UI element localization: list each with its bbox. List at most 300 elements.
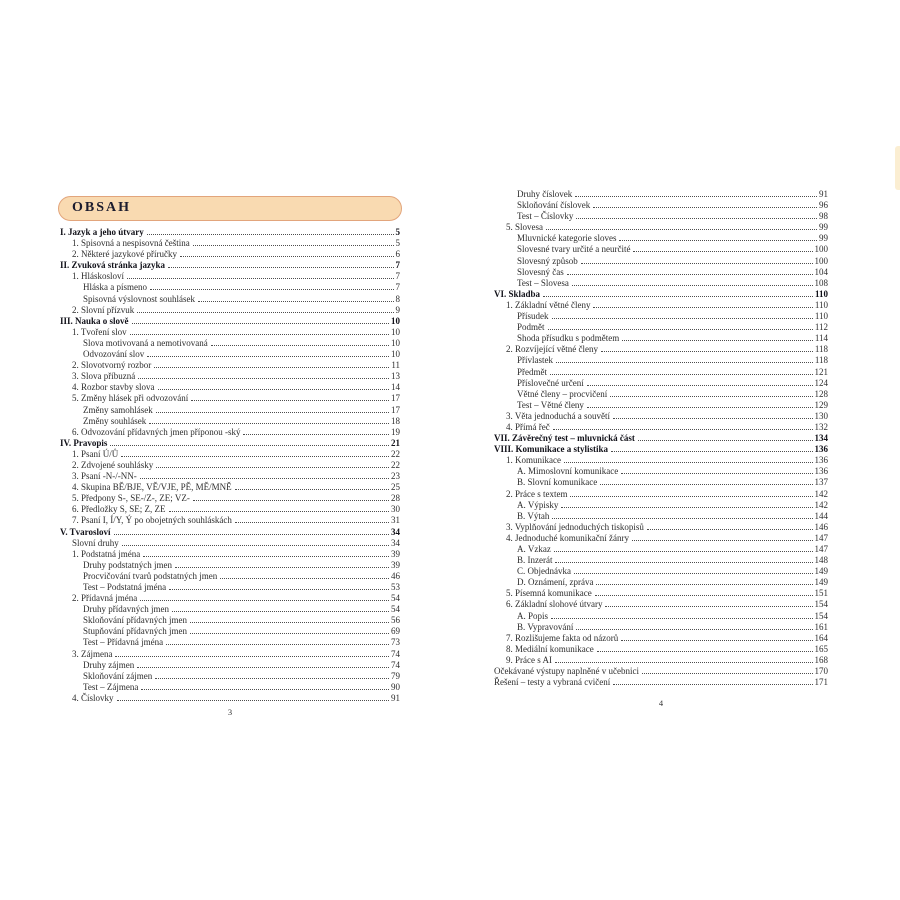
toc-leader-dots [169, 511, 390, 512]
page-number-right: 4 [658, 698, 664, 708]
toc-entry [60, 571, 400, 582]
toc-entry-page: 164 [814, 632, 828, 643]
toc-entry-title: A. Mimoslovní komunikace [517, 466, 619, 477]
toc-entry-page: 132 [814, 421, 828, 432]
toc-entry [494, 333, 828, 344]
toc-entry-page: 170 [814, 666, 828, 677]
toc-entry [60, 527, 400, 538]
toc-entry-title: Větné členy – procvičení [517, 388, 608, 399]
toc-entry-title: 2. Přídavná jména [72, 593, 138, 604]
toc-entry-title: VI. Skladba [494, 288, 541, 299]
toc-entry [60, 316, 400, 327]
toc-leader-dots [155, 678, 389, 679]
toc-entry-title: IV. Pravopis [60, 437, 108, 448]
toc-entry [494, 422, 828, 433]
contents-title: OBSAH [72, 200, 132, 215]
toc-entry-page: 13 [391, 371, 400, 382]
toc-entry-title: 3. Slova příbuzná [72, 371, 136, 382]
toc-leader-dots [243, 434, 389, 435]
toc-entry-title: 1. Tvoření slov [72, 326, 127, 337]
toc-leader-dots [597, 651, 813, 652]
toc-entry-page: 10 [391, 337, 400, 348]
toc-entry-page: 10 [391, 349, 400, 360]
toc-entry-title: Test – Slovesa [517, 277, 569, 288]
toc-entry [494, 222, 828, 233]
toc-leader-dots [132, 323, 389, 324]
toc-leader-dots [550, 374, 813, 375]
toc-entry-title: Test – Větné členy [517, 399, 584, 410]
toc-entry-title: Slovní druhy [72, 537, 119, 548]
toc-entry-title: 4. Číslovky [72, 692, 114, 703]
toc-entry-page: 148 [814, 555, 828, 566]
toc-leader-dots [548, 329, 813, 330]
toc-entry [494, 633, 828, 644]
toc-leader-dots [632, 540, 813, 541]
toc-entry-page: 5 [395, 238, 400, 249]
toc-entry [494, 566, 828, 577]
toc-entry [60, 416, 400, 427]
toc-entry [60, 671, 400, 682]
toc-entry-title: Druhy přídavných jmen [83, 604, 169, 615]
toc-entry-title: 2. Zdvojené souhlásky [72, 459, 154, 470]
toc-entry [494, 433, 828, 444]
toc-leader-dots [190, 633, 389, 634]
toc-entry [494, 677, 828, 688]
toc-leader-dots [570, 496, 812, 497]
toc-entry-page: 69 [391, 626, 400, 637]
toc-entry [60, 327, 400, 338]
toc-entry-title: Očekávané výstupy naplněné v učebnici [494, 666, 639, 677]
toc-entry [494, 500, 828, 511]
toc-entry-page: 54 [391, 604, 400, 615]
toc-entry [60, 349, 400, 360]
toc-leader-dots [166, 644, 389, 645]
toc-entry-page: 96 [819, 200, 828, 211]
toc-entry [60, 460, 400, 471]
toc-leader-dots [600, 484, 812, 485]
toc-leader-dots [642, 673, 813, 674]
toc-leader-dots [613, 418, 812, 419]
toc-entry [494, 489, 828, 500]
toc-leader-dots [553, 429, 813, 430]
toc-entry-title: Procvičování tvarů podstatných jmen [83, 570, 218, 581]
toc-entry-page: 136 [814, 444, 828, 455]
toc-entry-title: Slova motivovaná a nemotivovaná [83, 337, 208, 348]
toc-leader-dots [555, 562, 812, 563]
toc-leader-dots [140, 600, 389, 601]
toc-leader-dots [564, 462, 813, 463]
toc-leader-dots [633, 251, 812, 252]
toc-entry-title: Přísudek [517, 311, 549, 322]
toc-entry-page: 21 [391, 437, 400, 448]
toc-entry-page: 7 [395, 260, 400, 271]
toc-entry-title: C. Objednávka [517, 566, 571, 577]
toc-leader-dots [141, 689, 389, 690]
toc-leader-dots [593, 207, 817, 208]
toc-entry-title: A. Výpisky [517, 499, 559, 510]
toc-entry-title: 2. Slovotvorný rozbor [72, 360, 152, 371]
toc-leader-dots [180, 256, 394, 257]
toc-leader-dots [147, 356, 389, 357]
toc-entry-title: 3. Věta jednoduchá a souvětí [506, 410, 611, 421]
toc-entry-page: 22 [391, 459, 400, 470]
toc-leader-dots [220, 578, 389, 579]
toc-entry [60, 649, 400, 660]
toc-leader-dots [611, 451, 812, 452]
toc-leader-dots [605, 606, 812, 607]
toc-leader-dots [154, 367, 389, 368]
toc-entry [494, 400, 828, 411]
toc-entry-title: B. Inzerát [517, 555, 553, 566]
toc-leader-dots [190, 622, 389, 623]
toc-entry [494, 344, 828, 355]
toc-leader-dots [647, 529, 813, 530]
toc-entry-title: 9. Práce s AI [506, 654, 552, 665]
toc-entry-title: 3. Zájmena [72, 648, 113, 659]
toc-leader-dots [546, 229, 817, 230]
toc-entry [60, 305, 400, 316]
toc-entry-title: VIII. Komunikace a stylistika [494, 444, 609, 455]
toc-leader-dots [638, 440, 813, 441]
toc-entry [60, 493, 400, 504]
toc-entry-page: 149 [814, 566, 828, 577]
toc-entry-page: 5 [395, 227, 400, 237]
toc-entry [494, 367, 828, 378]
toc-entry-page: 91 [819, 189, 828, 199]
toc-entry-title: Slovesné tvary určité a neurčité [517, 244, 631, 255]
toc-entry [494, 522, 828, 533]
toc-entry [60, 504, 400, 515]
toc-entry-title: B. Vypravování [517, 621, 574, 632]
toc-leader-dots [169, 589, 389, 590]
toc-entry-title: Druhy číslovek [517, 189, 573, 199]
toc-leader-dots [235, 522, 389, 523]
toc-entry-page: 112 [814, 322, 828, 333]
page-edge-tab [895, 146, 900, 190]
toc-entry-title: 4. Přímá řeč [506, 421, 550, 432]
toc-entry-title: Shoda přísudku s podmětem [517, 333, 620, 344]
toc-entry-page: 128 [814, 388, 828, 399]
toc-leader-dots [158, 389, 390, 390]
toc-entry-title: 3. Psaní -N-/-NN- [72, 471, 137, 482]
toc-leader-dots [622, 340, 813, 341]
toc-entry [60, 593, 400, 604]
toc-entry [494, 555, 828, 566]
toc-entry-page: 129 [814, 399, 828, 410]
toc-entry-page: 91 [391, 692, 400, 703]
toc-leader-dots [574, 573, 813, 574]
toc-leader-dots [127, 278, 393, 279]
toc-entry-page: 154 [814, 599, 828, 610]
toc-entry-page: 9 [395, 304, 400, 315]
toc-entry [60, 482, 400, 493]
toc-entry-title: 4. Skupina BĚ/BJE, VĚ/VJE, PĚ, MĚ/MNĚ [72, 482, 232, 493]
toc-entry [60, 582, 400, 593]
toc-leader-dots [581, 263, 813, 264]
toc-entry [494, 355, 828, 366]
toc-leader-dots [621, 473, 812, 474]
toc-entry-title: B. Slovní komunikace [517, 477, 598, 488]
toc-entry-page: 118 [814, 344, 828, 355]
toc-entry-title: 7. Psaní I, Í/Y, Ý po obojetných souhláskách [72, 515, 232, 526]
toc-leader-dots [211, 345, 389, 346]
toc-entry-page: 100 [814, 255, 828, 266]
toc-entry-page: 168 [814, 654, 828, 665]
toc-entry-page: 110 [814, 288, 828, 299]
toc-entry [60, 371, 400, 382]
toc-entry [494, 655, 828, 666]
toc-entry-title: Skloňování zájmen [83, 670, 153, 681]
toc-entry-title: 6. Předložky S, SE; Z, ZE [72, 504, 166, 515]
toc-entry-page: 99 [819, 222, 828, 233]
toc-entry-page: 99 [819, 233, 828, 244]
toc-entry-title: 5. Slovesa [506, 222, 543, 233]
toc-entry-title: Přívlastek [517, 355, 553, 366]
toc-entry-title: VII. Závěrečný test – mluvnická část [494, 433, 635, 444]
page-number-left: 3 [227, 707, 233, 717]
toc-entry [60, 626, 400, 637]
toc-leader-dots [556, 362, 813, 363]
toc-leader-dots [172, 611, 389, 612]
toc-entry-title: 7. Rozlišujeme fakta od názorů [506, 632, 619, 643]
toc-entry [60, 382, 400, 393]
toc-entry-page: 114 [814, 333, 828, 344]
toc-entry [494, 599, 828, 610]
toc-entry-title: 6. Základní slohové útvary [506, 599, 603, 610]
toc-leader-dots [572, 285, 813, 286]
toc-entry [494, 200, 828, 211]
toc-entry [494, 544, 828, 555]
toc-leader-dots [561, 507, 812, 508]
toc-entry [60, 227, 400, 238]
toc-entry-page: 10 [391, 326, 400, 337]
toc-entry [60, 660, 400, 671]
toc-entry-page: 14 [391, 382, 400, 393]
toc-entry [60, 338, 400, 349]
toc-entry-page: 56 [391, 615, 400, 626]
toc-entry-page: 142 [814, 488, 828, 499]
toc-entry-page: 18 [391, 415, 400, 426]
toc-entry-title: 1. Spisovná a nespisovná čeština [72, 238, 190, 249]
toc-entry-page: 28 [391, 493, 400, 504]
toc-leader-dots [613, 684, 812, 685]
toc-leader-dots [130, 334, 389, 335]
toc-entry [494, 322, 828, 333]
toc-entry-page: 17 [391, 393, 400, 404]
toc-entry [60, 360, 400, 371]
toc-entry [494, 577, 828, 588]
toc-leader-dots [150, 289, 394, 290]
toc-entry-page: 17 [391, 404, 400, 415]
toc-entry [494, 511, 828, 522]
toc-entry [494, 666, 828, 677]
toc-entry [494, 466, 828, 477]
toc-entry-page: 98 [819, 211, 828, 222]
toc-entry [60, 549, 400, 560]
toc-entry-title: Změny souhlásek [83, 415, 147, 426]
toc-entry-title: Řešení – testy a vybraná cvičení [494, 677, 611, 688]
toc-entry-page: 149 [814, 577, 828, 588]
toc-entry [494, 267, 828, 278]
toc-leader-dots [110, 445, 389, 446]
toc-entry [60, 560, 400, 571]
toc-entry-title: Test – Číslovky [517, 211, 574, 222]
toc-leader-dots [552, 518, 812, 519]
toc-entry-page: 19 [391, 426, 400, 437]
toc-leader-dots [555, 662, 813, 663]
toc-entry-page: 39 [391, 548, 400, 559]
toc-entry [60, 682, 400, 693]
toc-leader-dots [114, 534, 389, 535]
toc-entry-page: 110 [814, 299, 828, 310]
toc-entry-page: 146 [814, 521, 828, 532]
toc-entry-title: A. Vzkaz [517, 544, 551, 554]
toc-entry-page: 22 [391, 448, 400, 459]
toc-entry-page: 53 [391, 582, 400, 592]
toc-leader-dots [576, 629, 812, 630]
toc-entry-page: 134 [814, 433, 828, 444]
toc-entry [60, 393, 400, 404]
toc-leader-dots [147, 234, 394, 235]
toc-entry-title: Spisovná výslovnost souhlásek [83, 293, 196, 304]
toc-entry-title: 4. Jednoduché komunikační žánry [506, 532, 629, 543]
toc-list-left-page [60, 227, 400, 704]
toc-entry [494, 411, 828, 422]
toc-entry-page: 79 [391, 670, 400, 681]
toc-leader-dots [552, 318, 813, 319]
toc-entry [60, 449, 400, 460]
toc-entry-title: Podmět [517, 322, 545, 333]
toc-entry-page: 73 [391, 637, 400, 648]
toc-entry-title: Mluvnické kategorie sloves [517, 233, 617, 244]
toc-entry [494, 588, 828, 599]
toc-entry-title: 8. Mediální komunikace [506, 643, 594, 654]
toc-leader-dots [138, 378, 389, 379]
toc-entry-page: 7 [395, 271, 400, 282]
toc-entry-title: B. Výtah [517, 510, 550, 521]
toc-entry [60, 693, 400, 704]
toc-entry-page: 108 [814, 277, 828, 288]
toc-leader-dots [554, 551, 813, 552]
toc-entry-page: 30 [391, 504, 400, 515]
toc-entry-page: 137 [814, 477, 828, 488]
toc-entry [60, 615, 400, 626]
toc-entry [494, 533, 828, 544]
toc-entry-title: Hláska a písmeno [83, 282, 147, 293]
toc-entry-title: Stupňování přídavných jmen [83, 626, 187, 637]
toc-entry-title: Příslovečné určení [517, 377, 584, 388]
toc-leader-dots [551, 618, 812, 619]
toc-entry-title: 5. Písemná komunikace [506, 588, 592, 599]
toc-entry [60, 471, 400, 482]
toc-entry-page: 7 [395, 282, 400, 293]
toc-entry-page: 34 [391, 526, 400, 537]
toc-entry-title: 1. Komunikace [506, 455, 561, 466]
toc-entry [60, 438, 400, 449]
toc-entry-title: Slovesný čas [517, 266, 564, 277]
toc-entry-title: V. Tvarosloví [60, 526, 111, 537]
toc-leader-dots [198, 301, 393, 302]
toc-entry-title: 1. Psaní Ú/Ů [72, 448, 119, 459]
toc-entry-title: 1. Hláskosloví [72, 271, 125, 282]
toc-leader-dots [587, 407, 813, 408]
toc-entry-title: Test – Podstatná jména [83, 582, 167, 592]
toc-leader-dots [122, 545, 389, 546]
toc-entry [494, 378, 828, 389]
toc-leader-dots [140, 478, 389, 479]
toc-entry-title: A. Popis [517, 610, 549, 621]
toc-entry-title: Skloňování číslovek [517, 200, 591, 211]
toc-entry [60, 637, 400, 648]
toc-entry-title: 2. Rozvíjející větné členy [506, 344, 598, 355]
toc-entry [494, 211, 828, 222]
toc-entry-page: 74 [391, 648, 400, 659]
toc-entry [494, 477, 828, 488]
toc-leader-dots [191, 400, 389, 401]
toc-entry-page: 165 [814, 643, 828, 654]
toc-entry [494, 389, 828, 400]
toc-entry [494, 611, 828, 622]
toc-leader-dots [596, 584, 812, 585]
toc-entry-page: 100 [814, 244, 828, 255]
toc-entry [494, 289, 828, 300]
toc-entry-page: 54 [391, 593, 400, 604]
toc-entry [60, 260, 400, 271]
toc-entry-page: 39 [391, 559, 400, 570]
toc-entry-title: 2. Některé jazykové příručky [72, 249, 177, 260]
toc-entry-page: 25 [391, 482, 400, 493]
toc-entry-page: 104 [814, 266, 828, 277]
toc-entry [494, 444, 828, 455]
toc-entry [60, 238, 400, 249]
toc-entry-title: D. Oznámení, zpráva [517, 577, 594, 588]
toc-entry-title: 5. Změny hlásek při odvozování [72, 393, 189, 404]
toc-entry-page: 118 [814, 355, 828, 366]
toc-leader-dots [543, 296, 813, 297]
toc-entry-page: 11 [391, 360, 400, 371]
toc-leader-dots [156, 412, 389, 413]
toc-entry-title: 1. Podstatná jména [72, 548, 141, 559]
toc-entry [494, 278, 828, 289]
toc-leader-dots [619, 240, 817, 241]
toc-entry-title: Druhy zájmen [83, 659, 135, 670]
toc-list-right-page [494, 189, 828, 688]
toc-entry-page: 110 [814, 311, 828, 322]
toc-entry-page: 8 [395, 293, 400, 304]
toc-entry-page: 142 [814, 499, 828, 510]
toc-leader-dots [137, 312, 393, 313]
toc-entry [494, 311, 828, 322]
toc-entry [60, 249, 400, 260]
toc-entry-title: Test – Přídavná jména [83, 637, 164, 648]
toc-entry-page: 136 [814, 466, 828, 477]
toc-entry-page: 124 [814, 377, 828, 388]
toc-entry-title: 3. Vyplňování jednoduchých tiskopisů [506, 521, 644, 532]
toc-leader-dots [593, 307, 812, 308]
toc-entry-page: 23 [391, 471, 400, 482]
toc-entry-title: I. Jazyk a jeho útvary [60, 227, 144, 237]
toc-entry [60, 294, 400, 305]
toc-entry [60, 515, 400, 526]
toc-entry-title: Test – Zájmena [83, 681, 139, 692]
toc-entry [494, 300, 828, 311]
toc-leader-dots [595, 595, 813, 596]
toc-entry-page: 10 [391, 315, 400, 326]
toc-entry-title: 2. Práce s textem [506, 488, 568, 499]
toc-leader-dots [115, 656, 389, 657]
toc-entry-page: 154 [814, 610, 828, 621]
toc-entry-page: 136 [814, 455, 828, 466]
